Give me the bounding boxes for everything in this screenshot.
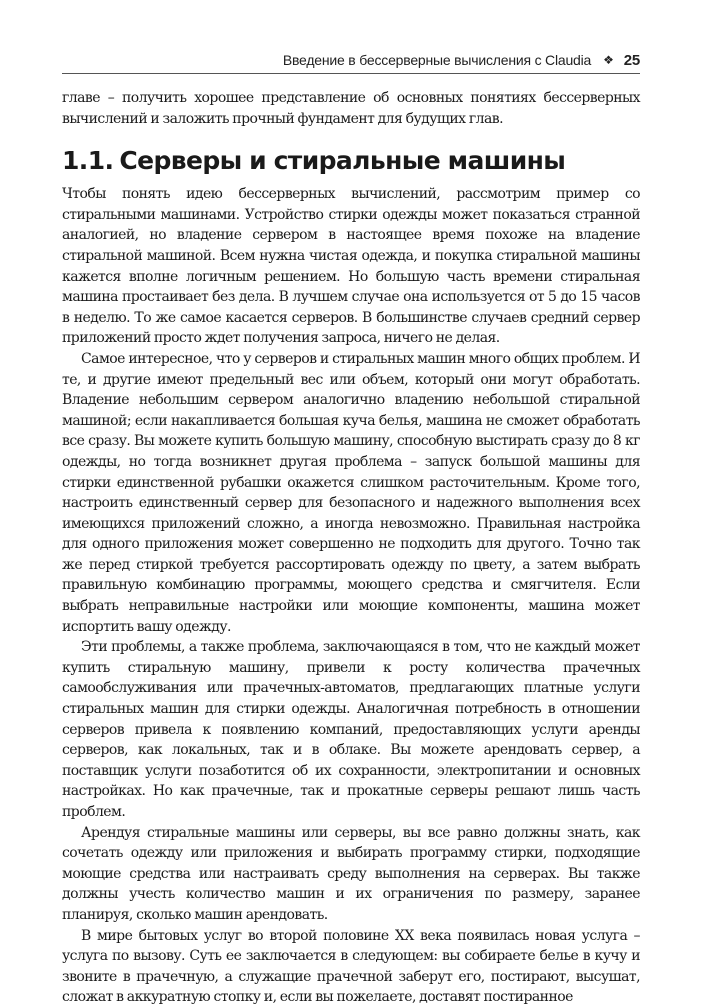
chapter-title: Введение в бессерверные вычисления с Claudia: [282, 52, 592, 68]
section-number: 1.1.: [62, 146, 114, 176]
section-heading: [62, 146, 640, 176]
body-paragraph: Эти проблемы, а также проблема, заключающаяся в том, что не каждый может купить стиральную машину, привели к росту количества прачечных самообслуживания или прачечных-автоматов, предлагающих платные услуги стиральных машин для стирки одежды. Аналогичная потребность в отношении серверов привела к появлению компаний, предоставляющих услуги аренды серверов, как локальных, так и в облаке. Вы можете арендовать сервер, а поставщик услуги позаботится об их сохранности, электропитании и основных настройках. Но как прачечные, так и прокатные серверы решают лишь часть проблем.: [62, 639, 640, 820]
ornament-icon: ❖: [603, 53, 614, 67]
page-body: [62, 88, 640, 1008]
header-rule: [62, 73, 640, 74]
body-paragraph: Чтобы понять идею бессерверных вычислений, рассмотрим пример со стиральными машинами. Устройство стирки одежды может показаться странной аналогией, но владение сервером в настоящее время похоже на владение стиральной машиной. Всем нужна чистая одежда, и покупка стиральной машины кажется вполне логичным решением. Но большую часть времени стиральная машина простаивает без дела. В лучшем случае она используется от 5 до 15 часов в неделю. То же самое касается серверов. В большинстве случаев средний сервер приложений просто ждет получения запроса, ничего не делая.: [62, 186, 640, 347]
body-paragraph: Самое интересное, что у серверов и стиральных машин много общих проблем. И те, и другие имеют предельный вес или объем, который они могут обработать. Владение небольшим сервером аналогично владению небольшой стиральной машиной; если накапливается большая куча белья, машина не сможет обработать все сразу. Вы можете купить большую машину, способную выстирать сразу до 8 кг одежды, но тогда возникнет другая проблема – запуск большой машины для стирки единственной рубашки окажется слишком расточительным. Кроме того, настроить единственный сервер для безопасного и надежного выполнения всех имеющихся приложений сложно, а иногда невозможно. Правильная настройка для одного приложения может совершенно не подходить для другого. Точно так же перед стиркой требуется рассортировать одежду по цвету, а затем выбрать правильную комбинацию программы, моющего средства и смягчителя. Если выбрать неправильные настройки или моющие компоненты, машина может испортить вашу одежду.: [62, 350, 640, 635]
section-title: Серверы и стиральные машины: [119, 146, 566, 176]
body-paragraph: В мире бытовых услуг во второй половине XX века появилась новая услуга – услуга по вызову. Суть ее заключается в следующем: вы собираете белье в кучу и звоните в прачечную, а служащие прачечной заберут его, постирают, высушат, сложат в аккуратную стопку и, если вы пожелаете, доставят постиранное: [62, 927, 640, 1006]
page-number: 25: [623, 51, 640, 69]
running-header: [62, 50, 640, 70]
body-paragraph: Арендуя стиральные машины или серверы, вы все равно должны знать, как сочетать одежду или приложения и выбирать программу стирки, подходящие моющие средства или настраивать среду выполнения на серверах. Вы также должны учесть количество машин и их ограничения по размеру, заранее планируя, сколько машин арендовать.: [62, 824, 640, 923]
intro-paragraph: главе – получить хорошее представление об основных понятиях бессерверных вычислений и заложить прочный фундамент для будущих глав.: [62, 90, 640, 127]
book-page: [62, 0, 640, 1006]
